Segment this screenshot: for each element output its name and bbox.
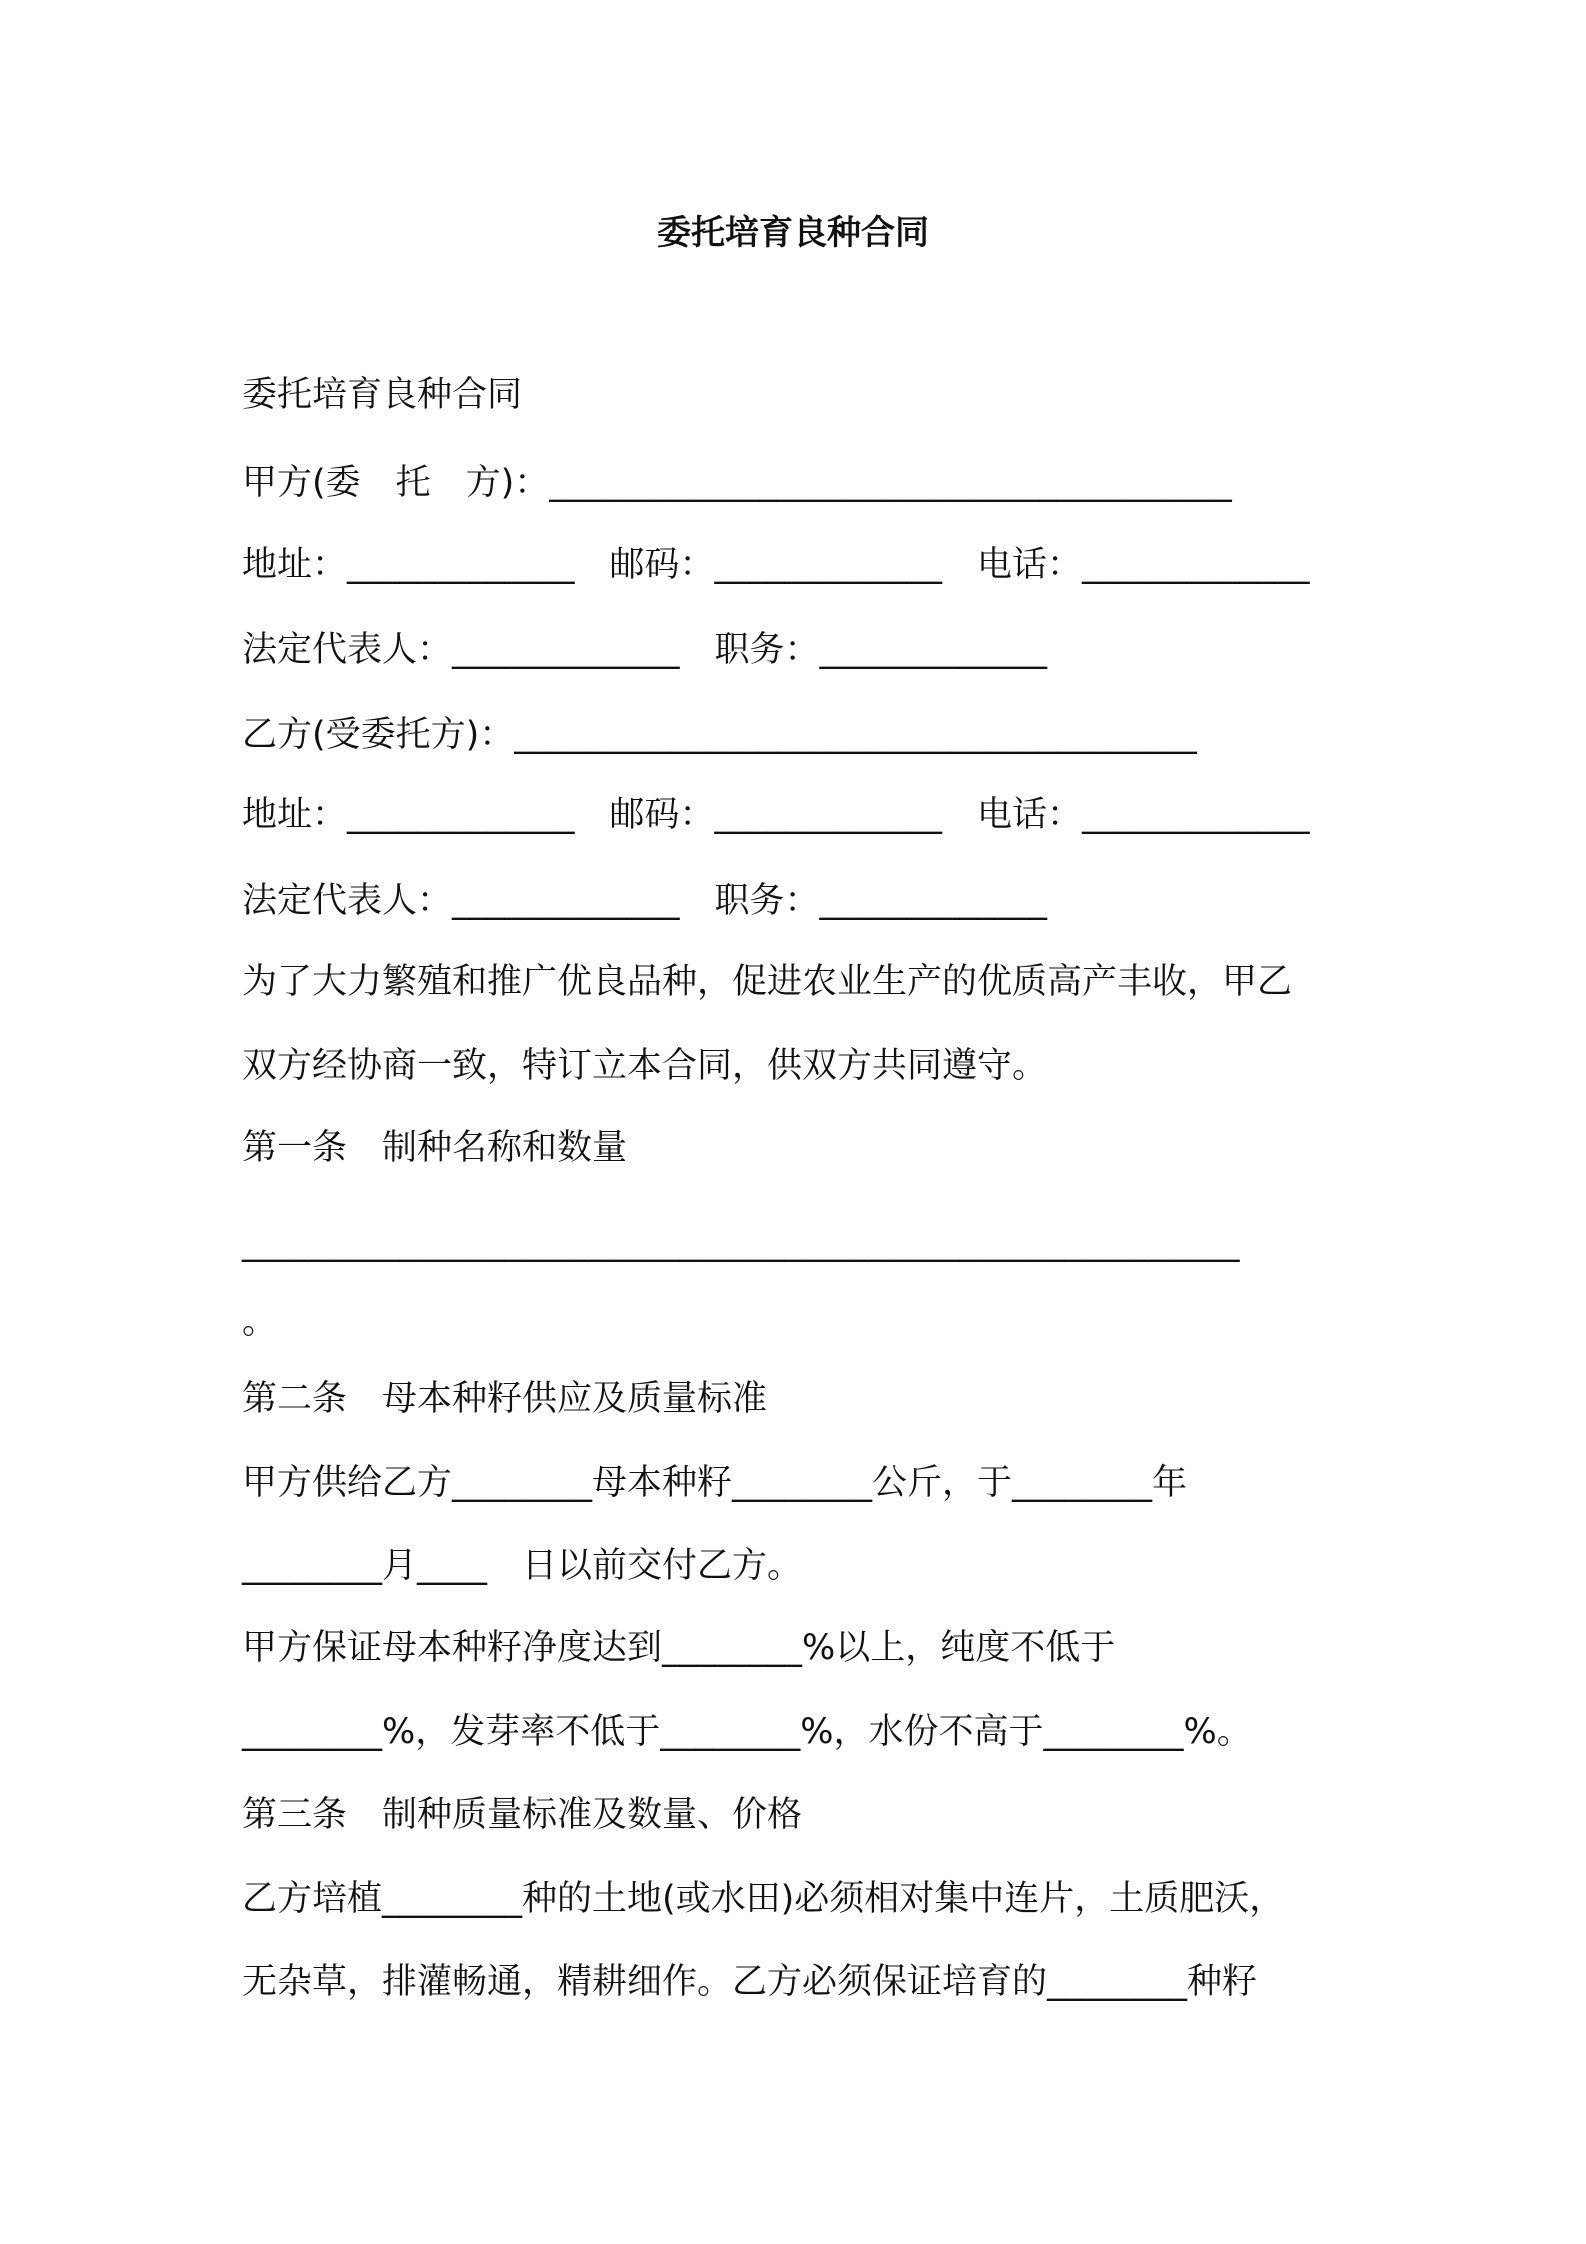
article-2-line-1: 甲方供给乙方________母本种籽________公斤，于________年 [242,1463,1188,1503]
article-1-blank-line: _________________________________________________________ [242,1223,1240,1263]
party-b-representative-line: 法定代表人：_____________ 职务：_____________ [242,881,1048,921]
party-a-address-line: 地址：_____________ 邮码：_____________ 电话：_____________ [242,545,1310,585]
article-3-heading: 第三条 制种质量标准及数量、价格 [242,1795,803,1835]
article-3-line-1: 乙方培植________种的土地(或水田)必须相对集中连片，土质肥沃， [242,1879,1285,1919]
preamble-line-2: 双方经协商一致，特订立本合同，供双方共同遵守。 [242,1046,1048,1086]
article-2-heading: 第二条 母本种籽供应及质量标准 [242,1379,768,1419]
article-2-line-2: ________月____ 日以前交付乙方。 [242,1546,803,1586]
party-a-representative-line: 法定代表人：_____________ 职务：_____________ [242,630,1048,670]
article-3-line-2: 无杂草，排灌畅通，精耕细作。乙方必须保证培育的________种籽 [242,1962,1258,2002]
party-b-address-line: 地址：_____________ 邮码：_____________ 电话：_____________ [242,795,1310,835]
article-2-line-3: 甲方保证母本种籽净度达到________%以上，纯度不低于 [242,1628,1116,1668]
article-2-line-4: ________%，发芽率不低于________%，水份不高于________%。 [242,1712,1252,1752]
article-1-period: 。 [242,1302,278,1342]
party-a-name-line: 甲方(委 托 方)：_______________________________________ [242,463,1232,503]
preamble-line-1: 为了大力繁殖和推广优良品种，促进农业生产的优质高产丰收，甲乙 [242,962,1293,1002]
document-title: 委托培育良种合同 [657,213,929,253]
article-1-heading: 第一条 制种名称和数量 [242,1128,628,1168]
party-b-name-line: 乙方(受委托方)：_______________________________________ [242,715,1197,755]
contract-heading: 委托培育良种合同 [242,375,523,415]
